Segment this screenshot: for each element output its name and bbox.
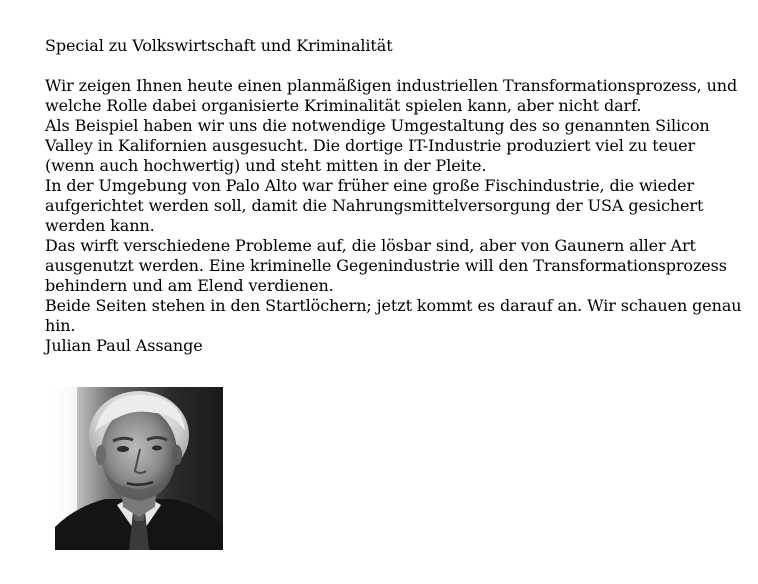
paragraph-problems: Das wirft verschiedene Probleme auf, die lösbar sind, aber von Gaunern aller Art ausgenutzt werden. Eine kriminelle Gegenindustrie will den Transformationsprozess behindern und am Elend verdienen. [45,236,727,295]
paragraph-example: Als Beispiel haben wir uns die notwendige Umgestaltung des so genannten Silicon Valley in Kalifornien ausgesucht. Die dortige IT-Industrie produziert viel zu teuer (wenn auch hochwertig) und steht mitten in der Pleite. [45,116,710,175]
paragraph-fish-industry: In der Umgebung von Palo Alto war früher eine große Fischindustrie, die wieder aufgerichtet werden soll, damit die Nahrungsmittelversorgung der USA gesichert werden kann. [45,176,704,235]
author-portrait-photo [55,387,223,550]
author-signature: Julian Paul Assange [45,336,203,355]
document-title: Special zu Volkswirtschaft und Kriminalität [45,36,393,55]
paragraph-outlook: Beide Seiten stehen in den Startlöchern; jetzt kommt es darauf an. Wir schauen genau hin. [45,296,742,335]
paragraph-intro: Wir zeigen Ihnen heute einen planmäßigen industriellen Transformationsprozess, und welche Rolle dabei organisierte Kriminalität spielen kann, aber nicht darf. [45,76,738,115]
document-body [45,36,745,356]
